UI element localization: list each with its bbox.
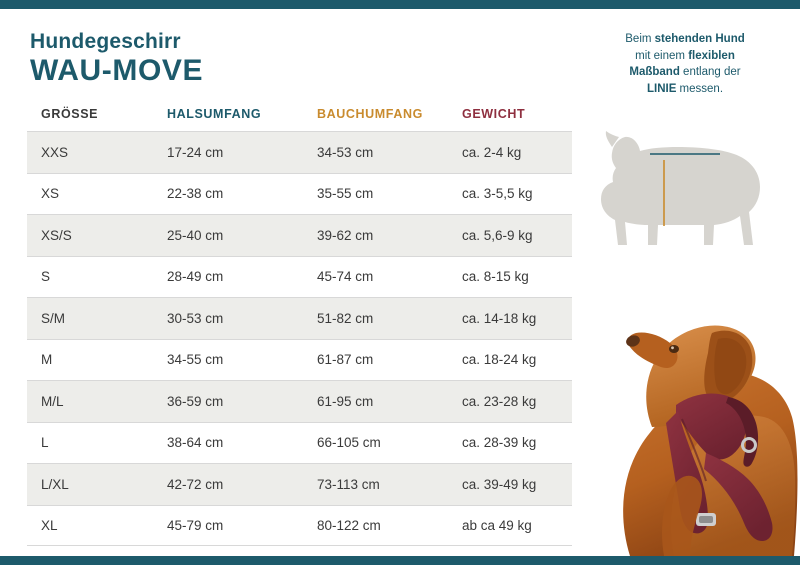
cell-belly: 66-105 cm (317, 435, 381, 451)
table-row (27, 339, 572, 381)
table-row (27, 505, 572, 547)
cell-belly: 35-55 cm (317, 186, 374, 202)
page-title (30, 31, 203, 87)
cell-belly: 45-74 cm (317, 269, 374, 285)
cell-belly: 80-122 cm (317, 517, 381, 533)
cell-neck: 25-40 cm (167, 227, 224, 243)
cell-weight: ca. 28-39 kg (462, 435, 537, 451)
table-row (27, 380, 572, 422)
dog-wearing-harness-photo (578, 277, 800, 556)
cell-size: M/L (41, 393, 64, 409)
table-row (27, 297, 572, 339)
cell-weight: ca. 18-24 kg (462, 352, 537, 368)
cell-size: L (41, 435, 49, 451)
cell-weight: ca. 14-18 kg (462, 310, 537, 326)
cell-size: S/M (41, 310, 66, 326)
cell-size: M (41, 352, 53, 368)
instruction-line-2: mit einem flexiblen (635, 49, 735, 62)
table-row (27, 463, 572, 505)
cell-neck: 28-49 cm (167, 269, 224, 285)
cell-belly: 34-53 cm (317, 144, 374, 160)
column-header-neck: HALSUMFANG (167, 107, 262, 121)
cell-weight: ab ca 49 kg (462, 517, 532, 533)
column-header-size: GRÖSSE (41, 107, 99, 121)
instruction-line-4: LINIE messen. (646, 83, 724, 96)
cell-neck: 36-59 cm (167, 393, 224, 409)
product-name-title: WAU-MOVE (30, 54, 204, 88)
instruction-line-3: Maßband entlang der (629, 66, 741, 79)
cell-belly: 61-95 cm (317, 393, 374, 409)
cell-neck: 45-79 cm (167, 517, 224, 533)
cell-weight: ca. 39-49 kg (462, 476, 537, 492)
top-accent-bar (0, 0, 800, 9)
cell-neck: 17-24 cm (167, 144, 224, 160)
size-chart-page (0, 9, 800, 556)
cell-size: XXS (41, 144, 69, 160)
cell-size: XS/S (41, 227, 72, 243)
column-header-belly: BAUCHUMFANG (317, 107, 423, 121)
bottom-accent-bar (0, 556, 800, 565)
cell-belly: 61-87 cm (317, 352, 374, 368)
table-row (27, 214, 572, 256)
cell-weight: ca. 3-5,5 kg (462, 186, 533, 202)
cell-weight: ca. 23-28 kg (462, 393, 537, 409)
cell-belly: 51-82 cm (317, 310, 374, 326)
cell-neck: 22-38 cm (167, 186, 224, 202)
cell-neck: 30-53 cm (167, 310, 224, 326)
size-table (27, 97, 572, 546)
cell-weight: ca. 5,6-9 kg (462, 227, 533, 243)
instruction-line-1: Beim stehenden Hund (625, 33, 745, 45)
cell-size: S (41, 269, 51, 285)
cell-size: L/XL (41, 476, 69, 492)
table-row (27, 131, 572, 173)
table-row (27, 256, 572, 298)
cell-neck: 34-55 cm (167, 352, 224, 368)
column-header-weight: GEWICHT (462, 107, 526, 121)
table-row (27, 422, 572, 464)
dog-silhouette-diagram (592, 127, 792, 257)
measuring-instructions (580, 31, 790, 98)
cell-neck: 42-72 cm (167, 476, 224, 492)
dog-eye (669, 345, 679, 353)
cell-belly: 39-62 cm (317, 227, 374, 243)
cell-belly: 73-113 cm (317, 476, 380, 492)
cell-weight: ca. 8-15 kg (462, 269, 529, 285)
table-header-row (27, 97, 572, 131)
cell-neck: 38-64 cm (167, 435, 224, 451)
cell-size: XL (41, 517, 58, 533)
product-category-title: Hundegeschirr (30, 30, 181, 53)
cell-size: XS (41, 186, 60, 202)
dog-silhouette-icon (601, 131, 760, 245)
table-row (27, 173, 572, 215)
cell-weight: ca. 2-4 kg (462, 144, 522, 160)
